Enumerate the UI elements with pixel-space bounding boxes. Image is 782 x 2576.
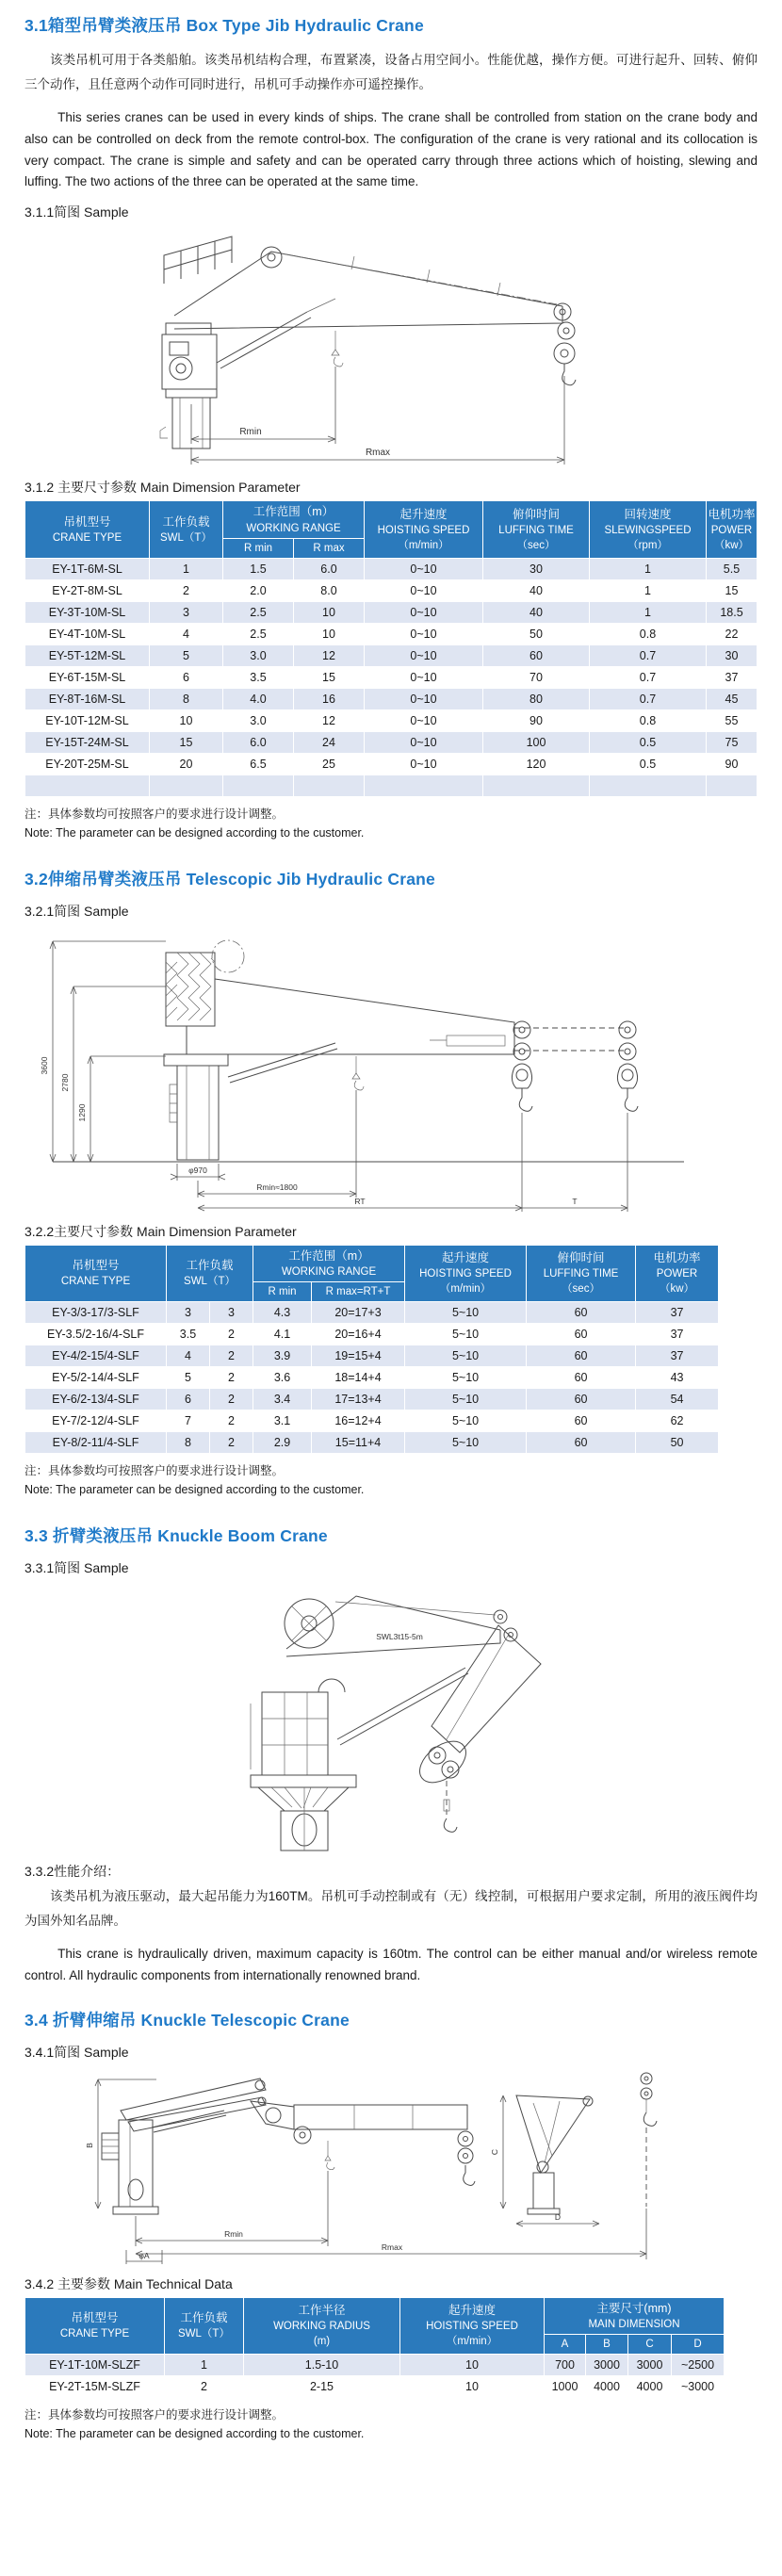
rmax-label: Rmax	[365, 448, 391, 459]
table-cell	[590, 774, 707, 796]
tower	[166, 940, 244, 1026]
table-cell: 5~10	[405, 1410, 527, 1432]
note-en: Note: The parameter can be designed according to the customer.	[24, 825, 365, 840]
table-cell: 3000	[586, 2354, 628, 2375]
note-3-4	[24, 2405, 758, 2443]
pedestal-base	[251, 1775, 356, 1850]
table-cell: 2.9	[253, 1432, 312, 1454]
col-working-radius: 工作半径 WORKING RADIUS (m)	[244, 2297, 400, 2354]
paragraph-cn-3-3: 该类吊机为液压驱动，最大起吊能力为160TM。吊机可手动控制或有（无）线控制，可根据用户要求定制，所用的液压阀件均为国外知名品牌。	[24, 1889, 758, 1929]
hook-block-retracted	[512, 1021, 532, 1111]
table-cell: 80	[483, 688, 590, 709]
table-cell: 15	[150, 731, 223, 753]
dim-rt: RT	[354, 1196, 366, 1206]
table-cell	[707, 774, 758, 796]
table-cell	[365, 774, 483, 796]
table-cell: EY-5/2-14/4-SLF	[25, 1367, 167, 1389]
col-swl: 工作负载 SWL（T）	[150, 501, 223, 558]
col-hoisting-speed: 起升速度 HOISTING SPEED （m/min）	[365, 501, 483, 558]
section-title-3-2: 3.2伸缩吊臂类液压吊 Telescopic Jib Hydraulic Crane	[24, 869, 435, 889]
col-rmax: R max	[294, 538, 365, 558]
luffing-cylinder	[228, 1043, 337, 1083]
table-cell: 54	[636, 1389, 719, 1410]
col-swl: 工作负载 SWL（T）	[167, 1245, 253, 1301]
dimension-phi-a	[126, 2250, 162, 2264]
table-cell: 3	[150, 601, 223, 623]
hook-pendant	[444, 1781, 457, 1832]
col-dim-a: A	[545, 2334, 586, 2354]
telescopic-jib-crane-drawing	[24, 924, 758, 1213]
table-cell: EY-1T-6M-SL	[25, 558, 150, 579]
dim-b-label: B	[85, 2142, 94, 2148]
table-cell: 0.5	[590, 753, 707, 774]
table-cell: 20	[150, 753, 223, 774]
table-row	[25, 623, 758, 644]
table-cell: 90	[707, 753, 758, 774]
table-cell: 3	[167, 1302, 210, 1324]
table-cell: EY-3T-10M-SL	[25, 601, 150, 623]
table-cell: 25	[294, 753, 365, 774]
handrail	[164, 236, 232, 284]
col-power: 电机功率 POWER （kw）	[707, 501, 758, 558]
table-cell: 40	[483, 579, 590, 601]
table-cell: 60	[483, 644, 590, 666]
pedestal-house	[160, 323, 217, 448]
table-cell: 3.9	[253, 1345, 312, 1367]
table-cell: 45	[707, 688, 758, 709]
table-cell: 1	[590, 558, 707, 579]
col-working-range: 工作范围（m） WORKING RANGE	[223, 501, 365, 538]
box-jib-spec-table	[24, 500, 758, 796]
note-cn: 注：具体参数均可按照客户的要求进行设计调整。	[24, 2407, 285, 2421]
table-cell: 55	[707, 709, 758, 731]
paragraph-en-3-3: This crane is hydraulically driven, maximum capacity is 160tm. The control can be either manual and/or wireless remote control. All hydraulic components from internationally renowned brand.	[24, 1946, 758, 1982]
boom-swl-label: SWL3t15-5m	[376, 1632, 423, 1641]
table-cell: 5~10	[405, 1367, 527, 1389]
sample-label-3-3-1: 3.3.1简图 Sample	[24, 1560, 129, 1575]
knuckle-telescopic-crane-drawing	[24, 2065, 758, 2265]
table-cell: 10	[294, 601, 365, 623]
table-row	[25, 666, 758, 688]
table-cell: 3.6	[253, 1367, 312, 1389]
table-cell: 8	[167, 1432, 210, 1454]
table-cell	[294, 774, 365, 796]
table-cell: 19=15+4	[312, 1345, 405, 1367]
far-hook	[641, 2073, 657, 2207]
sample-label-3-4-1: 3.4.1简图 Sample	[24, 2044, 129, 2060]
table-cell: 3.5	[223, 666, 294, 688]
table-row	[25, 1410, 719, 1432]
table-row	[25, 1389, 719, 1410]
table-row	[25, 579, 758, 601]
luffing-cylinder	[337, 1668, 468, 1745]
col-crane-type: 吊机型号 CRANE TYPE	[25, 501, 150, 558]
table-row	[25, 709, 758, 731]
table-cell: 5.5	[707, 558, 758, 579]
rmin-label: Rmin	[239, 427, 262, 438]
col-hoisting-speed: 起升速度 HOISTING SPEED （m/min）	[405, 1245, 527, 1301]
tip-sheaves	[554, 303, 575, 339]
col-slewing-speed: 回转速度 SLEWINGSPEED （rpm）	[590, 501, 707, 558]
table-cell: 20=17+3	[312, 1302, 405, 1324]
table-cell: 10	[150, 709, 223, 731]
dim-phi-a-label: φA	[138, 2250, 150, 2260]
paragraph-en-3-1: This series cranes can be used in every kinds of ships. The crane shall be controlled from station on the crane body and also can be controlled on deck from the remote control-box. The configuration of the crane is very rational and its collocation is very compact. The crane is simple and safety and can be operated carry through three actions which of hoisting, slewing and luffing. The two actions of the three can be operated at the same time.	[24, 109, 758, 189]
table-cell: 0~10	[365, 709, 483, 731]
dim-d-label: D	[554, 2211, 562, 2222]
table-cell: 30	[483, 558, 590, 579]
table-cell: 4000	[586, 2375, 628, 2397]
knuckle-telescopic-spec-table	[24, 2297, 725, 2398]
col-rmax: R max=RT+T	[312, 1281, 405, 1301]
table-cell: 7	[167, 1410, 210, 1432]
table-cell: EY-8/2-11/4-SLF	[25, 1432, 167, 1454]
col-dim-c: C	[628, 2334, 672, 2354]
table-cell: 4.1	[253, 1324, 312, 1345]
table-row	[25, 1302, 719, 1324]
table-cell: 2	[150, 579, 223, 601]
dimension-b	[85, 2079, 156, 2209]
table-cell: 60	[527, 1367, 636, 1389]
table-cell: EY-3/3-17/3-SLF	[25, 1302, 167, 1324]
table-cell	[25, 774, 150, 796]
table-row	[25, 1367, 719, 1389]
table-cell	[150, 774, 223, 796]
table-cell: 60	[527, 1410, 636, 1432]
table-cell: 70	[483, 666, 590, 688]
note-3-2	[24, 1461, 758, 1499]
section-title-3-3: 3.3 折臂类液压吊 Knuckle Boom Crane	[24, 1526, 328, 1545]
tower	[251, 1679, 345, 1775]
table-cell: 0~10	[365, 644, 483, 666]
table-header	[25, 501, 758, 558]
table-cell: 4.3	[253, 1302, 312, 1324]
knuckle-arm	[432, 1625, 541, 1753]
table-row	[25, 731, 758, 753]
table-cell: 3.0	[223, 644, 294, 666]
dim-1290: 1290	[77, 1103, 87, 1122]
col-dim-d: D	[672, 2334, 725, 2354]
table-cell: 1.5	[223, 558, 294, 579]
table-cell: 8.0	[294, 579, 365, 601]
mid-hook-icon	[352, 1056, 364, 1090]
table-cell: 8	[150, 688, 223, 709]
table-cell: 0~10	[365, 753, 483, 774]
table-cell: 3.0	[223, 709, 294, 731]
dim-phi970: φ970	[188, 1165, 207, 1175]
table-cell: 60	[527, 1302, 636, 1324]
table-row	[25, 753, 758, 774]
section-title-3-1: 3.1箱型吊臂类液压吊 Box Type Jib Hydraulic Crane	[24, 16, 424, 35]
table-row	[25, 1324, 719, 1345]
note-cn: 注：具体参数均可按照客户的要求进行设计调整。	[24, 1464, 285, 1477]
table-cell: 18.5	[707, 601, 758, 623]
telescope-extension	[514, 1028, 627, 1051]
table-cell: 75	[707, 731, 758, 753]
table-row	[25, 601, 758, 623]
table-cell: EY-8T-16M-SL	[25, 688, 150, 709]
dimension-rmax	[191, 376, 564, 465]
table-cell: EY-10T-12M-SL	[25, 709, 150, 731]
dim-rmin-label: Rmin	[224, 2228, 243, 2239]
table-cell: 2	[210, 1410, 253, 1432]
table-row	[25, 1345, 719, 1367]
hook-block-extended	[617, 1021, 638, 1111]
table-cell: EY-1T-10M-SLZF	[25, 2354, 165, 2375]
dim-t: T	[572, 1196, 578, 1206]
table-cell: 1000	[545, 2375, 586, 2397]
col-crane-type: 吊机型号 CRANE TYPE	[25, 1245, 167, 1301]
boom	[187, 979, 514, 1054]
table-cell: 0~10	[365, 666, 483, 688]
table-cell: 50	[483, 623, 590, 644]
table-cell: 15	[294, 666, 365, 688]
table-cell	[223, 774, 294, 796]
col-dim-b: B	[586, 2334, 628, 2354]
table-cell: 22	[707, 623, 758, 644]
table-cell: EY-6T-15M-SL	[25, 666, 150, 688]
table-row	[25, 2375, 725, 2397]
table-cell: 60	[527, 1345, 636, 1367]
table-cell: 100	[483, 731, 590, 753]
table-cell: 5	[150, 644, 223, 666]
sample-label-3-1-1: 3.1.1简图 Sample	[24, 204, 129, 220]
table-cell: 15	[707, 579, 758, 601]
table-cell: 0.7	[590, 688, 707, 709]
box-jib-crane-drawing	[24, 225, 758, 468]
table-cell: 60	[527, 1324, 636, 1345]
table-cell: 5~10	[405, 1324, 527, 1345]
table-cell: 2	[210, 1324, 253, 1345]
height-dimensions	[40, 941, 166, 1162]
table-cell: 2	[210, 1432, 253, 1454]
table-cell: 60	[527, 1432, 636, 1454]
table-cell: 0~10	[365, 731, 483, 753]
perf-label-3-3-2: 3.3.2性能介绍：	[24, 1864, 121, 1879]
col-rmin: R min	[253, 1281, 312, 1301]
table-cell: 40	[483, 601, 590, 623]
table-cell: 90	[483, 709, 590, 731]
note-3-1	[24, 805, 758, 842]
dim-2780: 2780	[60, 1073, 70, 1092]
table-cell: 17=13+4	[312, 1389, 405, 1410]
table-cell: 3000	[628, 2354, 672, 2375]
table-cell: 1	[150, 558, 223, 579]
table-cell: 62	[636, 1410, 719, 1432]
dim-c-label: C	[490, 2148, 499, 2155]
note-cn: 注：具体参数均可按照客户的要求进行设计调整。	[24, 807, 285, 821]
param-label-3-1-2: 3.1.2 主要尺寸参数 Main Dimension Parameter	[24, 480, 301, 496]
dimension-rmin	[191, 367, 335, 444]
col-rmin: R min	[223, 538, 294, 558]
knuckle-boom-crane-drawing	[24, 1581, 758, 1852]
table-cell: 0.5	[590, 731, 707, 753]
param-label-3-2-2: 3.2.2主要尺寸参数 Main Dimension Parameter	[24, 1223, 297, 1239]
table-cell: EY-2T-8M-SL	[25, 579, 150, 601]
table-cell: 18=14+4	[312, 1367, 405, 1389]
note-en: Note: The parameter can be designed according to the customer.	[24, 2426, 365, 2440]
table-header	[25, 2297, 725, 2354]
table-cell: 0.8	[590, 623, 707, 644]
table-cell: 12	[294, 644, 365, 666]
table-cell: 0~10	[365, 688, 483, 709]
table-cell: 6	[167, 1389, 210, 1410]
table-cell: EY-4/2-15/4-SLF	[25, 1345, 167, 1367]
table-cell: 43	[636, 1367, 719, 1389]
table-cell: EY-5T-12M-SL	[25, 644, 150, 666]
table-cell: 700	[545, 2354, 586, 2375]
extended-boom-middle	[251, 2101, 475, 2185]
table-cell: 2.5	[223, 623, 294, 644]
table-row	[25, 1432, 719, 1454]
table-cell: 24	[294, 731, 365, 753]
table-cell: 4	[150, 623, 223, 644]
col-power: 电机功率 POWER （kw）	[636, 1245, 719, 1301]
table-cell: 0.7	[590, 666, 707, 688]
dim-rmin: Rmin≈1800	[256, 1182, 298, 1192]
table-header	[25, 1245, 719, 1301]
table-cell: 37	[707, 666, 758, 688]
table-cell: 5	[167, 1367, 210, 1389]
table-row	[25, 644, 758, 666]
folded-crane-right	[490, 2095, 599, 2226]
table-cell: 60	[527, 1389, 636, 1410]
table-cell: 4000	[628, 2375, 672, 2397]
table-cell: 3.5	[167, 1324, 210, 1345]
dimension-c	[490, 2095, 506, 2209]
table-cell: 0.8	[590, 709, 707, 731]
hook-block	[554, 343, 576, 385]
table-cell: 4.0	[223, 688, 294, 709]
note-en: Note: The parameter can be designed according to the customer.	[24, 1483, 365, 1496]
boom	[174, 252, 562, 329]
table-row	[25, 688, 758, 709]
table-cell: 2	[165, 2375, 244, 2397]
table-cell: 2-15	[244, 2375, 400, 2397]
dimension-rmin	[136, 2171, 328, 2246]
table-cell: 16=12+4	[312, 1410, 405, 1432]
table-cell: EY-7/2-12/4-SLF	[25, 1410, 167, 1432]
table-cell: 15=11+4	[312, 1432, 405, 1454]
table-cell: EY-6/2-13/4-SLF	[25, 1389, 167, 1410]
dimension-rmax	[136, 2209, 646, 2259]
col-swl: 工作负载 SWL（T）	[165, 2297, 244, 2354]
mid-hook-icon	[332, 331, 343, 367]
col-working-range: 工作范围（m） WORKING RANGE	[253, 1245, 405, 1281]
table-cell: 5~10	[405, 1302, 527, 1324]
telescopic-jib-spec-table	[24, 1245, 719, 1454]
table-cell: 20=16+4	[312, 1324, 405, 1345]
table-row	[25, 774, 758, 796]
table-cell: EY-3.5/2-16/4-SLF	[25, 1324, 167, 1345]
table-cell: 12	[294, 709, 365, 731]
table-cell: 0~10	[365, 558, 483, 579]
table-cell: 1.5-10	[244, 2354, 400, 2375]
table-cell: 5~10	[405, 1389, 527, 1410]
table-cell: 10	[400, 2354, 545, 2375]
table-cell: 16	[294, 688, 365, 709]
table-cell: EY-4T-10M-SL	[25, 623, 150, 644]
table-cell: 2.0	[223, 579, 294, 601]
table-cell: 37	[636, 1324, 719, 1345]
paragraph-cn-3-1: 该类吊机可用于各类船舶。该类吊机结构合理，布置紧凑，设备占用空间小。性能优越，操作方便。可进行起升、回转、俯仰三个动作，且任意两个动作可同时进行，吊机可手动操作亦可遥控操作。	[24, 53, 758, 92]
table-cell: 10	[294, 623, 365, 644]
dim-3600: 3600	[40, 1056, 49, 1075]
table-cell: 0~10	[365, 601, 483, 623]
table-cell: 5~10	[405, 1432, 527, 1454]
table-cell: 4	[167, 1345, 210, 1367]
table-cell: 2	[210, 1367, 253, 1389]
table-row	[25, 2354, 725, 2375]
apex-sheave	[261, 247, 282, 268]
table-cell: 1	[590, 601, 707, 623]
table-cell: 6	[150, 666, 223, 688]
section-title-3-4: 3.4 折臂伸缩吊 Knuckle Telescopic Crane	[24, 2010, 350, 2030]
table-cell: 5~10	[405, 1345, 527, 1367]
folded-crane-left	[102, 2079, 266, 2214]
table-cell: 0~10	[365, 623, 483, 644]
table-cell: ~2500	[672, 2354, 725, 2375]
table-cell: 120	[483, 753, 590, 774]
table-cell: 10	[400, 2375, 545, 2397]
table-cell: 2	[210, 1389, 253, 1410]
table-cell: 3	[210, 1302, 253, 1324]
param-label-3-4-2: 3.4.2 主要参数 Main Technical Data	[24, 2275, 233, 2291]
col-main-dimension: 主要尺寸(mm) MAIN DIMENSION	[545, 2297, 725, 2334]
table-cell: 3.1	[253, 1410, 312, 1432]
dim-rmax-label: Rmax	[381, 2242, 403, 2252]
base-dimensions	[171, 1090, 627, 1212]
table-cell: 1	[590, 579, 707, 601]
main-boom	[285, 1596, 517, 1656]
table-cell: EY-20T-25M-SL	[25, 753, 150, 774]
luffing-cylinder	[217, 299, 335, 368]
table-cell: 3.4	[253, 1389, 312, 1410]
col-crane-type: 吊机型号 CRANE TYPE	[25, 2297, 165, 2354]
table-cell: 6.0	[294, 558, 365, 579]
col-hoisting-speed: 起升速度 HOISTING SPEED （m/min）	[400, 2297, 545, 2354]
table-cell: 30	[707, 644, 758, 666]
table-cell: 6.5	[223, 753, 294, 774]
col-luffing-time: 俯仰时间 LUFFING TIME （sec）	[527, 1245, 636, 1301]
col-luffing-time: 俯仰时间 LUFFING TIME （sec）	[483, 501, 590, 558]
table-cell: EY-2T-15M-SLZF	[25, 2375, 165, 2397]
table-cell: 0~10	[365, 579, 483, 601]
sheave-block	[412, 1733, 473, 1790]
table-cell: 0.7	[590, 644, 707, 666]
table-cell: 2.5	[223, 601, 294, 623]
table-cell: 37	[636, 1345, 719, 1367]
table-cell: 1	[165, 2354, 244, 2375]
table-cell	[483, 774, 590, 796]
table-cell: EY-15T-24M-SL	[25, 731, 150, 753]
table-cell: 50	[636, 1432, 719, 1454]
table-row	[25, 558, 758, 579]
pedestal	[164, 1054, 228, 1160]
table-cell: 2	[210, 1345, 253, 1367]
table-cell: ~3000	[672, 2375, 725, 2397]
table-cell: 37	[636, 1302, 719, 1324]
table-cell: 6.0	[223, 731, 294, 753]
sample-label-3-2-1: 3.2.1简图 Sample	[24, 903, 129, 919]
